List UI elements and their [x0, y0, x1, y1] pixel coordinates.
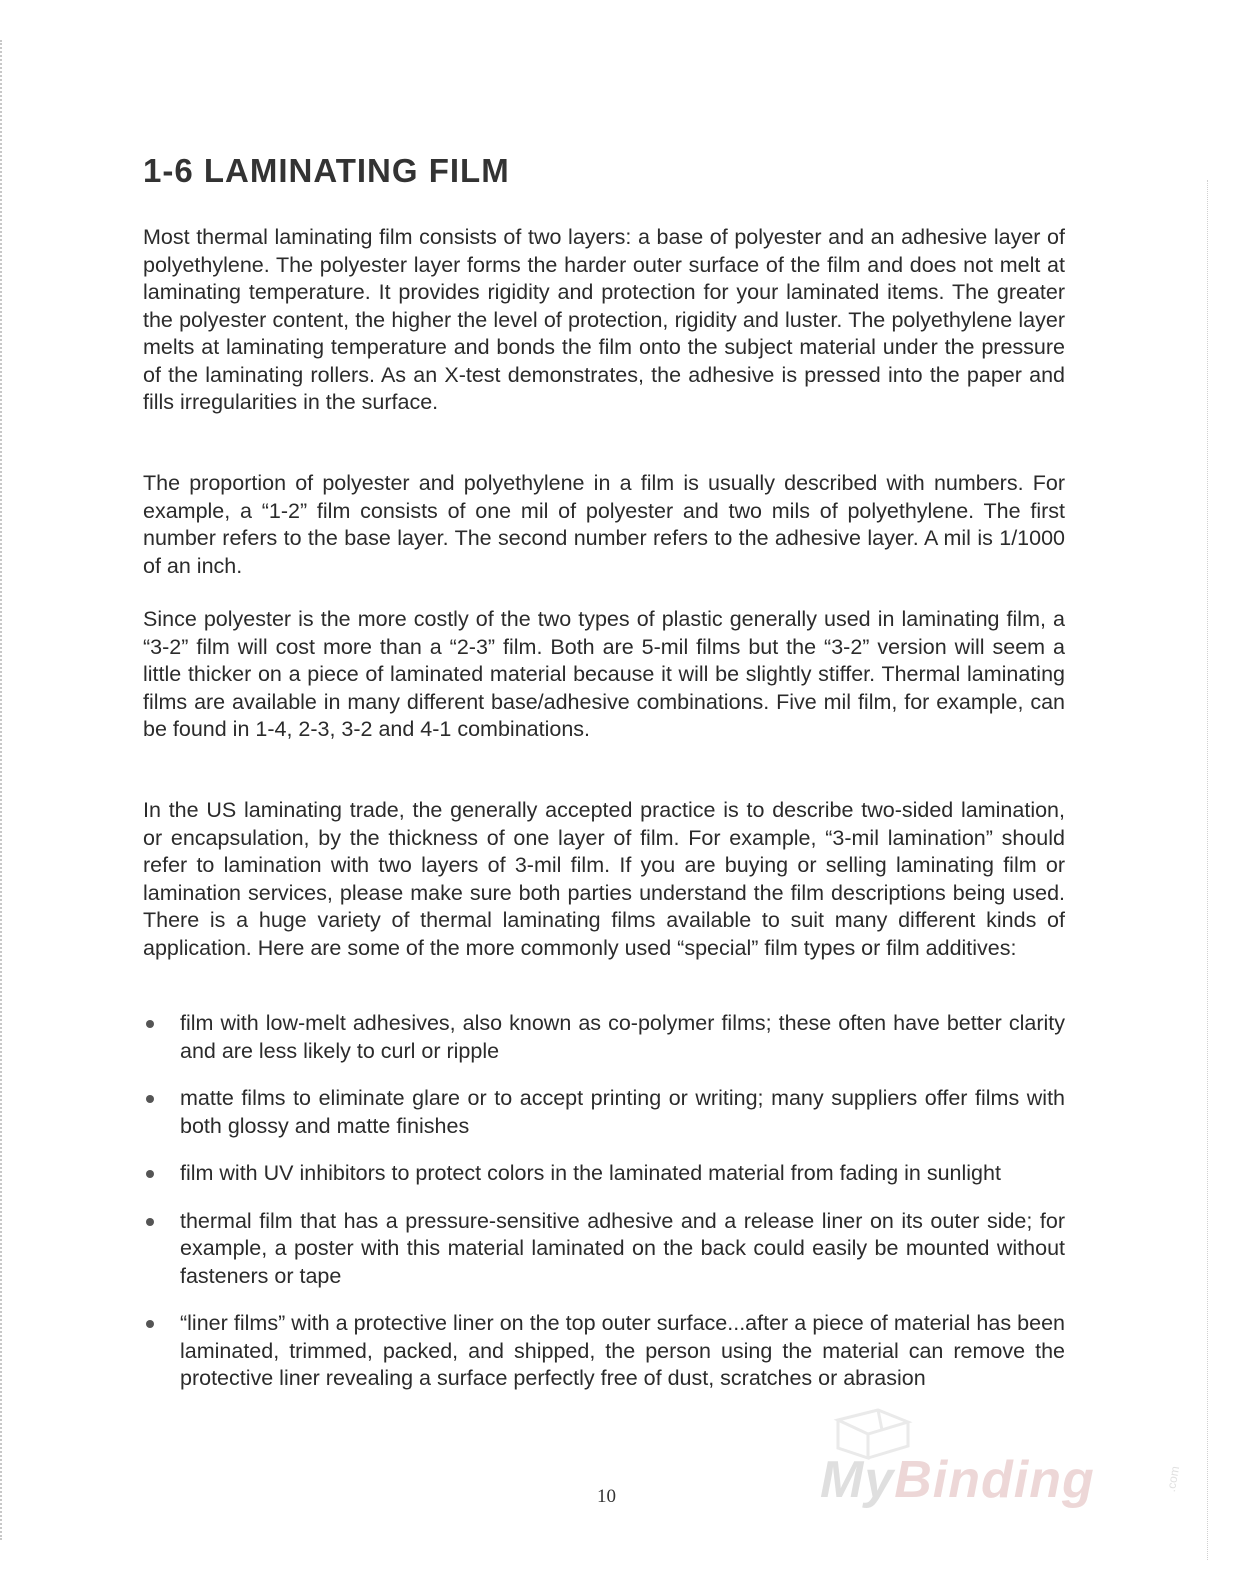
list-item [143, 1085, 1065, 1140]
bullet-icon [146, 1020, 154, 1028]
watermark-binding: Binding [894, 1451, 1095, 1509]
scan-edge-left [0, 40, 5, 1540]
list-item [143, 1208, 1065, 1291]
paragraph-film-cost: Since polyester is the more costly of the two types of plastic generally used in laminating film, a “3-2” film will cost more than a “2-3” film. Both are 5-mil films but the “3-2” version will seem a little thicker on a piece of laminated material because it will be slightly stiffer. Thermal laminating films are available in many different base/adhesive combinations. Five mil film, for example, can be found in 1-4, 2-3, 3-2 and 4-1 combinations. [143, 607, 1065, 741]
section-heading: 1-6 LAMINATING FILM [143, 152, 510, 189]
paragraph-film-proportion: The proportion of polyester and polyethylene in a film is usually described with numbers. For example, a “1-2” film consists of one mil of polyester and two mils of polyethylene. The first number refers to the base layer. The second number refers to the adhesive layer. A mil is 1/1000 of an inch. [143, 471, 1065, 578]
list-item [143, 1310, 1065, 1393]
watermark-suffix: .com [1163, 1464, 1183, 1494]
bullet-icon [146, 1218, 154, 1226]
mybinding-watermark [808, 1400, 1188, 1520]
scan-edge-right [1207, 180, 1210, 1560]
list-item [143, 1160, 1065, 1188]
bullet-icon [146, 1095, 154, 1103]
special-film-types-list [143, 1010, 1065, 1413]
list-item-text: film with low-melt adhesives, also known as co-polymer films; these often have better clarity and are less likely to curl or ripple [180, 1011, 1065, 1063]
watermark-my: My [820, 1451, 895, 1509]
list-item-text: film with UV inhibitors to protect colors in the laminated material from fading in sunlight [180, 1161, 1001, 1185]
list-item-text: matte films to eliminate glare or to accept printing or writing; many suppliers offer films with both glossy and matte finishes [180, 1086, 1065, 1138]
paragraph-trade-practice: In the US laminating trade, the generally accepted practice is to describe two-sided lamination, or encapsulation, by the thickness of one layer of film. For example, “3-mil lamination” should refer to lamination with two layers of 3-mil film. If you are buying or selling laminating film or lamination services, please make sure both parties understand the film descriptions being used. There is a huge variety of thermal laminating films available to suit many different kinds of application. Here are some of the more commonly used “special” film types or film additives: [143, 798, 1065, 960]
list-item-text: “liner films” with a protective liner on the top outer surface...after a piece of material has been laminated, trimmed, packed, and shipped, the person using the material can remove the protective liner revealing a surface perfectly free of dust, scratches or abrasion [180, 1311, 1065, 1390]
page-number: 10 [597, 1486, 616, 1507]
paragraph-film-layers: Most thermal laminating film consists of two layers: a base of polyester and an adhesive layer of polyethylene. The polyester layer forms the harder outer surface of the film and does not melt at laminating temperature. It provides rigidity and protection for your laminated items. The greater the polyester content, the higher the level of protection, rigidity and luster. The polyethylene layer melts at laminating temperature and bonds the film onto the subject material under the pressure of the laminating rollers. As an X-test demonstrates, the adhesive is pressed into the paper and fills irregularities in the surface. [143, 225, 1065, 414]
bullet-icon [146, 1320, 154, 1328]
bullet-icon [146, 1170, 154, 1178]
list-item-text: thermal film that has a pressure-sensitive adhesive and a release liner on its outer side; for example, a poster with this material laminated on the back could easily be mounted without fasteners or tape [180, 1208, 1065, 1288]
watermark-wordmark [820, 1450, 1095, 1510]
list-item [143, 1010, 1065, 1065]
